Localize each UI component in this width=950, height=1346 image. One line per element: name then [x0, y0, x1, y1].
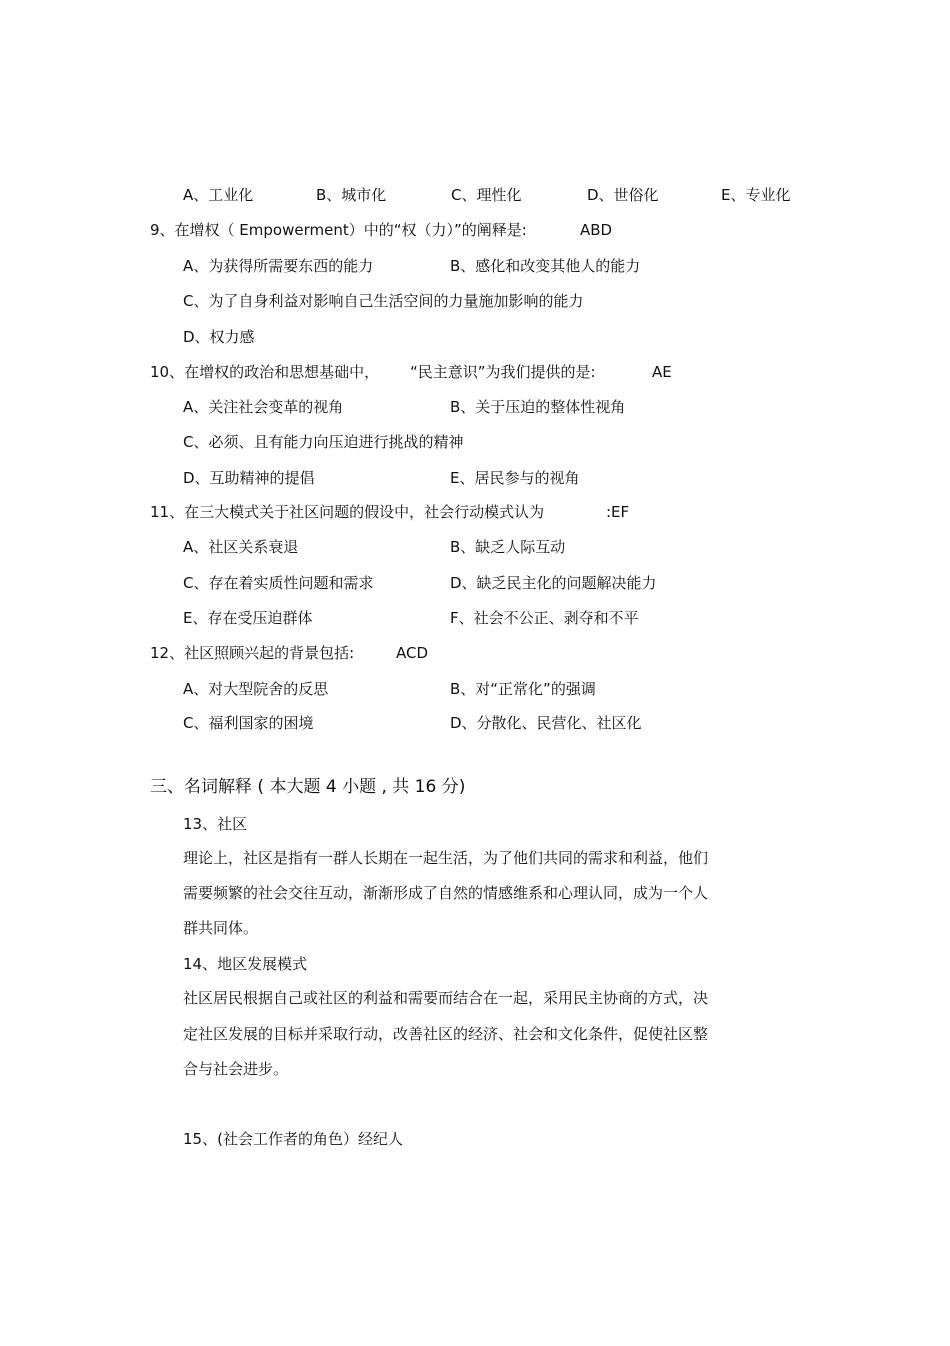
q12-question: 12、社区照顾兴起的背景包括:: [150, 644, 355, 662]
q10-question-part2: “民主意识”为我们提供的是:: [410, 363, 596, 381]
q8-option-b: B、城市化: [316, 186, 387, 204]
q10-option-b: B、关于压迫的整体性视角: [450, 398, 626, 416]
q12-option-a: A、对大型院舍的反思: [183, 680, 329, 698]
section3-title: 三、名词解释 ( 本大题 4 小题 , 共 16 分): [150, 777, 466, 797]
q12-answer: ACD: [396, 644, 429, 662]
q8-option-d: D、世俗化: [587, 186, 659, 204]
q13-title: 13、社区: [183, 815, 248, 833]
q13-line-2: 需要频繁的社会交往互动，渐渐形成了自然的情感维系和心理认同，成为一个人: [183, 884, 709, 902]
q10-option-d: D、互助精神的提倡: [183, 469, 315, 487]
q14-line-1: 社区居民根据自己或社区的利益和需要而结合在一起，采用民主协商的方式，决: [183, 989, 709, 1007]
q15-title: 15、(社会工作者的角色）经纪人: [183, 1130, 403, 1148]
q11-option-a: A、社区关系衰退: [183, 538, 299, 556]
q9-option-d: D、权力感: [183, 328, 255, 346]
q9-option-b: B、感化和改变其他人的能力: [450, 257, 641, 275]
q8-option-a: A、工业化: [183, 186, 254, 204]
q10-option-a: A、关注社会变革的视角: [183, 398, 344, 416]
q8-option-e: E、专业化: [721, 186, 791, 204]
q11-option-d: D、缺乏民主化的问题解决能力: [450, 574, 657, 592]
q14-title: 14、地区发展模式: [183, 955, 308, 973]
q10-option-e: E、居民参与的视角: [450, 469, 580, 487]
q9-option-a: A、为获得所需要东西的能力: [183, 257, 374, 275]
q13-line-1: 理论上，社区是指有一群人长期在一起生活，为了他们共同的需求和利益，他们: [183, 849, 709, 867]
q9-answer: ABD: [580, 221, 613, 239]
q11-answer: :EF: [606, 503, 630, 521]
q9-question: 9、在增权（ Empowerment）中的“权（力）”的阐释是:: [150, 221, 527, 239]
q8-option-c: C、理性化: [451, 186, 522, 204]
q10-answer: AE: [652, 363, 672, 381]
q12-option-c: C、福利国家的困境: [183, 714, 314, 732]
q10-question: 10、在增权的政治和思想基础中，: [150, 363, 380, 381]
q11-option-f: F、社会不公正、剥夺和不平: [450, 609, 639, 627]
q10-option-c: C、必须、且有能力向压迫进行挑战的精神: [183, 433, 464, 451]
q14-line-3: 合与社会进步。: [183, 1060, 289, 1078]
q12-option-b: B、对“正常化”的强调: [450, 680, 596, 698]
q11-option-b: B、缺乏人际互动: [450, 538, 566, 556]
q9-option-c: C、为了自身利益对影响自己生活空间的力量施加影响的能力: [183, 292, 584, 310]
q11-option-e: E、存在受压迫群体: [183, 609, 313, 627]
q14-line-2: 定社区发展的目标并采取行动，改善社区的经济、社会和文化条件，促使社区整: [183, 1025, 709, 1043]
q12-option-d: D、分散化、民营化、社区化: [450, 714, 642, 732]
q13-line-3: 群共同体。: [183, 919, 259, 937]
q11-question: 11、在三大模式关于社区问题的假设中，社会行动模式认为: [150, 503, 545, 521]
q11-option-c: C、存在着实质性问题和需求: [183, 574, 374, 592]
